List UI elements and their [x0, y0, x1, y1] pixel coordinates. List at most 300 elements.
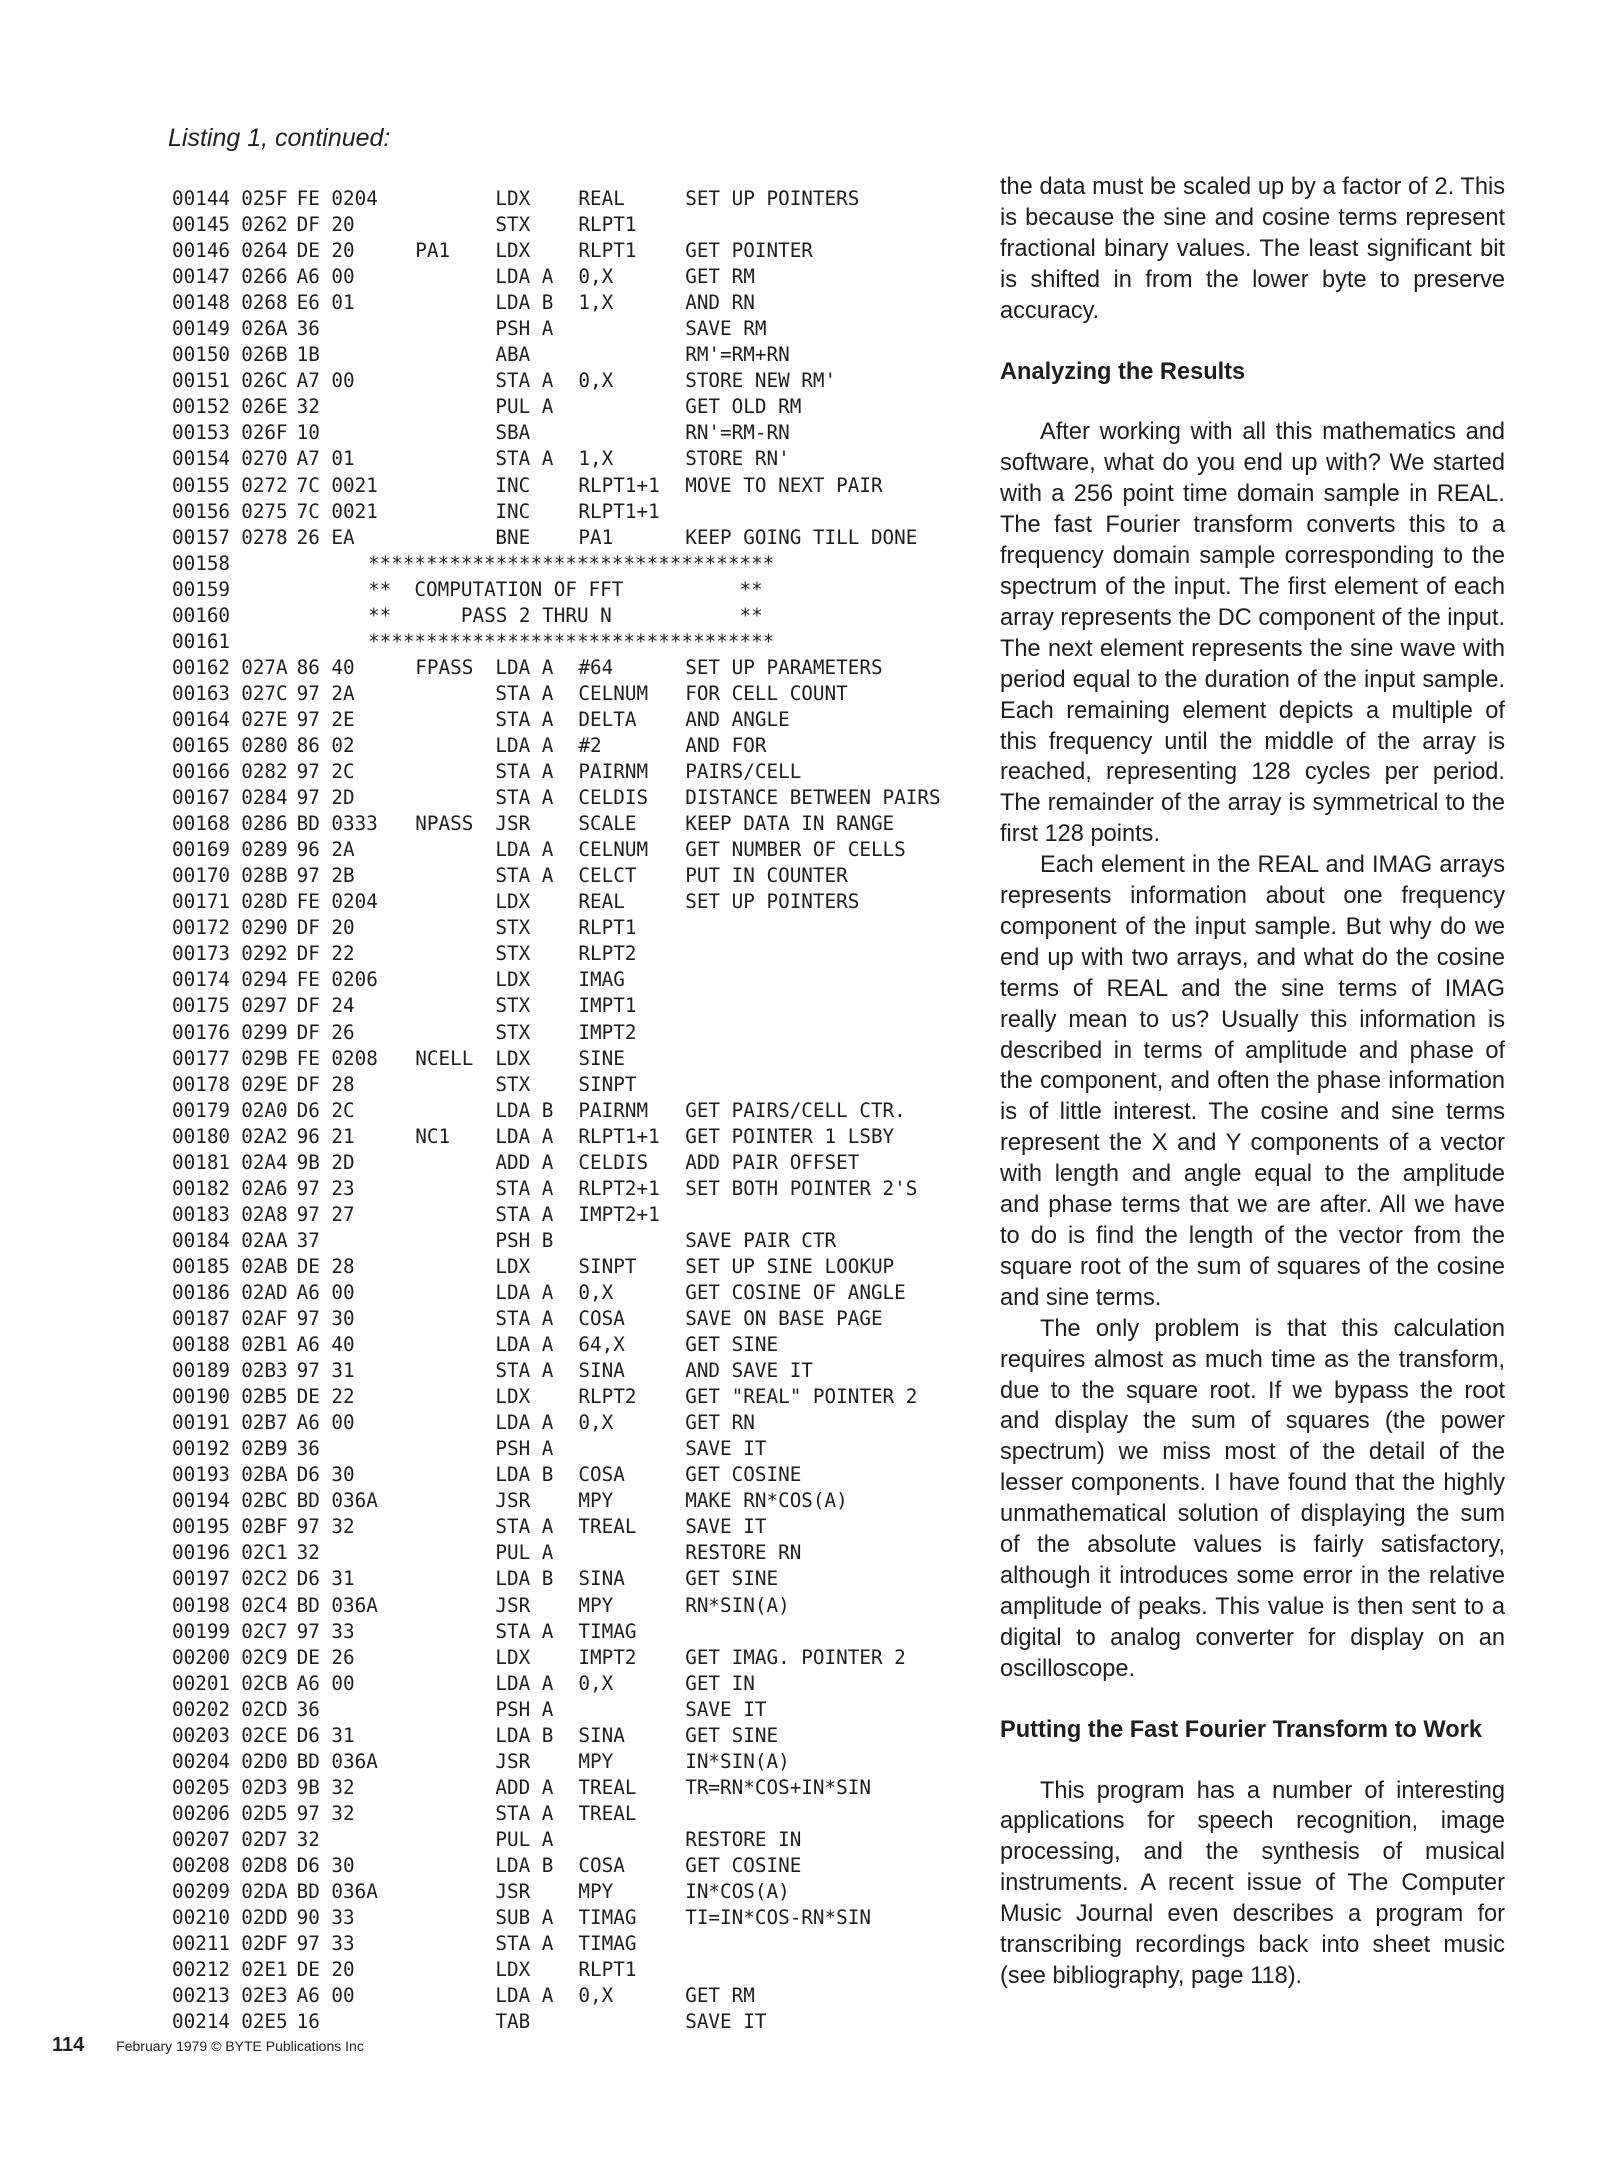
- opcode: STA A: [495, 369, 554, 393]
- line-number: 00177: [172, 1046, 231, 1070]
- label: [415, 446, 495, 472]
- opcode: PUL A: [495, 1827, 554, 1851]
- comment: SAVE IT: [685, 2010, 767, 2034]
- opcode: LDA B: [495, 1723, 554, 1747]
- listing-line: [172, 1723, 972, 1749]
- label: [415, 473, 495, 499]
- paragraph: The only problem is that this calculation requires almost as much time as the transform, due to the square root. If we bypass the root and display the sum of squares (the power spectrum) we miss most of the detail of the lesser components. I have found that the highly unmathematical solution of displaying the sum of the absolute values is fairly satisfactory, although it introduces some error in the relative amplitude of peaks. This value is then sent to a digital to analog converter for display on an oscilloscope.: [1000, 1315, 1505, 1682]
- operand: CELDIS: [578, 1150, 649, 1174]
- operand: PAIRNM: [578, 1098, 649, 1122]
- opcode: LDA A: [495, 265, 554, 289]
- listing-line: [172, 473, 972, 499]
- line-number: 00179: [172, 1098, 231, 1122]
- label: [415, 1671, 495, 1697]
- address: 0290: [241, 916, 288, 940]
- label: [415, 420, 495, 446]
- line-number: 00157: [172, 525, 231, 549]
- object-code: 7C 0021: [296, 473, 378, 497]
- object-code: 97 30: [296, 1307, 355, 1331]
- listing-line: [172, 1619, 972, 1645]
- comment: PAIRS/CELL: [685, 760, 802, 784]
- listing-line: [172, 394, 972, 420]
- address: 026A: [241, 317, 288, 341]
- line-number: 00158: [172, 551, 231, 575]
- line-number: 00195: [172, 1515, 231, 1539]
- line-number: 00148: [172, 291, 231, 315]
- opcode: JSR: [495, 1880, 531, 1904]
- label: [415, 681, 495, 707]
- object-code: 32: [296, 395, 320, 419]
- operand: COSA: [578, 1307, 625, 1331]
- comment: GET NUMBER OF CELLS: [685, 838, 906, 862]
- listing-line: [172, 342, 972, 368]
- line-number: 00180: [172, 1124, 231, 1148]
- operand: SINPT: [578, 1254, 637, 1278]
- object-code: DE 22: [296, 1385, 355, 1409]
- address: 0264: [241, 239, 288, 263]
- label: NCELL: [415, 1046, 474, 1070]
- comment: AND SAVE IT: [685, 1359, 813, 1383]
- opcode: PUL A: [495, 1541, 554, 1565]
- opcode: STA A: [495, 1801, 554, 1825]
- address: 025F: [241, 187, 288, 210]
- comment: RESTORE RN: [685, 1541, 802, 1565]
- opcode: LDA B: [495, 1854, 554, 1877]
- label: NPASS: [415, 812, 474, 836]
- comment: STORE RN': [685, 447, 790, 471]
- article-body: [1000, 172, 1505, 1992]
- line-number: 00168: [172, 812, 231, 836]
- operand: [578, 342, 685, 368]
- comment: GET POINTER: [685, 239, 813, 263]
- address: 02CE: [241, 1723, 288, 1747]
- opcode: LDX: [495, 968, 531, 992]
- comment: IN*SIN(A): [685, 1749, 790, 1773]
- opcode: LDX: [495, 1645, 531, 1669]
- comment: [685, 1202, 972, 1228]
- comment: [685, 941, 972, 967]
- address: 0297: [241, 994, 288, 1018]
- comment: KEEP DATA IN RANGE: [685, 812, 895, 836]
- comment: KEEP GOING TILL DONE: [685, 525, 918, 549]
- address: 02D3: [241, 1775, 288, 1799]
- comment: AND FOR: [685, 733, 767, 757]
- comment: GET COSINE: [685, 1854, 802, 1877]
- listing-line: [172, 915, 972, 941]
- opcode: LDA A: [495, 1411, 554, 1435]
- label: [415, 1749, 495, 1775]
- line-number: 00202: [172, 1697, 231, 1721]
- comment: SAVE IT: [685, 1697, 767, 1721]
- comment: SAVE IT: [685, 1515, 767, 1539]
- line-number: 00206: [172, 1801, 231, 1825]
- listing-line: [172, 499, 972, 525]
- comment: [685, 1801, 972, 1827]
- label: [415, 1150, 495, 1176]
- address: 0280: [241, 733, 288, 757]
- object-code: 97 2C: [296, 760, 355, 784]
- address: 026E: [241, 395, 288, 419]
- line-number: 00159: [172, 577, 231, 601]
- listing-line: [172, 1957, 972, 1983]
- line-number: 00186: [172, 1280, 231, 1304]
- operand: RLPT2: [578, 1385, 637, 1409]
- label: FPASS: [415, 655, 474, 679]
- address: 02A2: [241, 1124, 288, 1148]
- object-code: DE 20: [296, 239, 355, 263]
- line-number: 00201: [172, 1671, 231, 1695]
- object-code: 97 27: [296, 1202, 355, 1226]
- object-code: DF 26: [296, 1020, 355, 1044]
- line-number: 00146: [172, 239, 231, 263]
- object-code: A6 00: [296, 265, 355, 289]
- comment: [685, 1072, 972, 1098]
- opcode: LDA A: [495, 733, 554, 757]
- code-listing: [172, 186, 972, 2035]
- paragraph: Each element in the REAL and IMAG arrays represents information about one frequency component of the input sample. But why do we end up with two arrays, and what do the cosine terms of REAL and the sine terms of IMAG really mean to us? Usually this information is described in terms of amplitude and phase of the component, and often the phase information is of little interest. The cosine and sine terms represent the X and Y components of a vector with length and angle equal to the amplitude and phase terms that we are after. All we have to do is find the length of the vector from the square root of the sum of squares of the cosine and sine terms.: [1000, 852, 1505, 1311]
- listing-line: [172, 655, 972, 681]
- object-code: 7C 0021: [296, 499, 378, 523]
- operand: IMPT2+1: [578, 1202, 660, 1226]
- label: [415, 759, 495, 785]
- label: [415, 1384, 495, 1410]
- label: [415, 1488, 495, 1514]
- label: [415, 2009, 495, 2035]
- label: [415, 1254, 495, 1280]
- comment: TR=RN*COS+IN*SIN: [685, 1775, 871, 1799]
- comment: SET UP PARAMETERS: [685, 655, 883, 679]
- line-number: 00181: [172, 1150, 231, 1174]
- listing-line: [172, 1410, 972, 1436]
- opcode: STX: [495, 1072, 531, 1096]
- label: PA1: [415, 239, 451, 263]
- address: 02DF: [241, 1932, 288, 1956]
- label: [415, 1957, 495, 1983]
- listing-line: [172, 1124, 972, 1150]
- address: 02D7: [241, 1827, 288, 1851]
- opcode: STA A: [495, 681, 554, 705]
- address: 02AB: [241, 1254, 288, 1278]
- operand: RLPT1+1: [578, 499, 660, 523]
- opcode: BNE: [495, 525, 531, 549]
- listing-line: [172, 1306, 972, 1332]
- comment: MAKE RN*COS(A): [685, 1489, 848, 1513]
- listing-line: [172, 1254, 972, 1280]
- comment: GET RN: [685, 1411, 755, 1435]
- line-number: 00145: [172, 213, 231, 237]
- object-code: 97 33: [296, 1932, 355, 1956]
- listing-line: [172, 941, 972, 967]
- listing-line: [172, 316, 972, 342]
- operand: RLPT2: [578, 942, 637, 966]
- object-code: 97 32: [296, 1515, 355, 1539]
- address: 02E3: [241, 1984, 288, 2008]
- page-number: 114: [52, 2034, 85, 2056]
- address: 02B9: [241, 1437, 288, 1461]
- operand: TIMAG: [578, 1906, 637, 1930]
- line-number: 00183: [172, 1202, 231, 1226]
- comment: [685, 212, 972, 238]
- comment: DISTANCE BETWEEN PAIRS: [685, 786, 941, 810]
- operand: [578, 394, 685, 420]
- label: [415, 1072, 495, 1098]
- address: 0289: [241, 838, 288, 862]
- label: [415, 186, 495, 212]
- address: 02DD: [241, 1906, 288, 1930]
- line-number: 00152: [172, 395, 231, 419]
- opcode: STA A: [495, 1359, 554, 1383]
- operand: [578, 1827, 685, 1853]
- label: [415, 1905, 495, 1931]
- operand: 64,X: [578, 1333, 625, 1357]
- object-code: 36: [296, 1697, 320, 1721]
- object-code: D6 2C: [296, 1098, 355, 1122]
- opcode: LDA B: [495, 1567, 554, 1591]
- listing-line: [172, 1749, 972, 1775]
- opcode: SBA: [495, 421, 531, 445]
- listing-line: [172, 681, 972, 707]
- comment: SAVE IT: [685, 1437, 767, 1461]
- opcode: LDA A: [495, 1984, 554, 2008]
- address: 02C4: [241, 1593, 288, 1617]
- address: 027A: [241, 655, 288, 679]
- comment: TI=IN*COS-RN*SIN: [685, 1906, 871, 1930]
- comment: SAVE PAIR CTR: [685, 1228, 837, 1252]
- address: 0282: [241, 760, 288, 784]
- address: 0286: [241, 812, 288, 836]
- operand: [578, 1228, 685, 1254]
- address: 02DA: [241, 1880, 288, 1904]
- comment-banner: ***********************************: [368, 551, 775, 575]
- object-code: BD 036A: [296, 1593, 378, 1617]
- comment: ADD PAIR OFFSET: [685, 1150, 860, 1174]
- line-number: 00207: [172, 1827, 231, 1851]
- opcode: STA A: [495, 1932, 554, 1956]
- opcode: INC: [495, 473, 531, 497]
- line-number: 00144: [172, 187, 231, 210]
- listing-line: [172, 238, 972, 264]
- section-heading: Analyzing the Results: [1000, 358, 1246, 385]
- opcode: STA A: [495, 1307, 554, 1331]
- label: [415, 1723, 495, 1749]
- object-code: 97 32: [296, 1801, 355, 1825]
- line-number: 00214: [172, 2010, 231, 2034]
- comment: GET COSINE: [685, 1463, 802, 1487]
- opcode: STA A: [495, 760, 554, 784]
- line-number: 00163: [172, 681, 231, 705]
- line-number: 00204: [172, 1749, 231, 1773]
- listing-line: [172, 1332, 972, 1358]
- listing-line: [172, 733, 972, 759]
- operand: RLPT1: [578, 239, 637, 263]
- object-code: 32: [296, 1827, 320, 1851]
- comment-banner: ***********************************: [368, 629, 775, 653]
- listing-line: [172, 1150, 972, 1176]
- object-code: 96 21: [296, 1124, 355, 1148]
- address: 02AD: [241, 1280, 288, 1304]
- object-code: 86 40: [296, 655, 355, 679]
- object-code: 9B 32: [296, 1775, 355, 1799]
- opcode: STX: [495, 1020, 531, 1044]
- line-number: 00213: [172, 1984, 231, 2008]
- label: [415, 863, 495, 889]
- label: [415, 1619, 495, 1645]
- line-number: 00164: [172, 707, 231, 731]
- object-code: A6 40: [296, 1333, 355, 1357]
- object-code: 97 31: [296, 1359, 355, 1383]
- opcode: STX: [495, 942, 531, 966]
- comment: GET IN: [685, 1671, 755, 1695]
- line-number: 00149: [172, 317, 231, 341]
- label: [415, 1983, 495, 2009]
- listing-line: [172, 1879, 972, 1905]
- line-number: 00211: [172, 1932, 231, 1956]
- listing-line: [172, 1072, 972, 1098]
- address: 02A6: [241, 1176, 288, 1200]
- address: 02BF: [241, 1515, 288, 1539]
- line-number: 00190: [172, 1385, 231, 1409]
- comment: [685, 1931, 972, 1957]
- line-number: 00174: [172, 968, 231, 992]
- operand: IMAG: [578, 968, 625, 992]
- operand: [578, 420, 685, 446]
- operand: TREAL: [578, 1515, 637, 1539]
- address: 0284: [241, 786, 288, 810]
- label: [415, 394, 495, 420]
- object-code: FE 0206: [296, 968, 378, 992]
- object-code: 97 2B: [296, 864, 355, 888]
- address: 026B: [241, 343, 288, 367]
- line-number: 00151: [172, 369, 231, 393]
- line-number: 00194: [172, 1489, 231, 1513]
- opcode: JSR: [495, 1489, 531, 1513]
- opcode: TAB: [495, 2010, 531, 2034]
- comment: [685, 1957, 972, 1983]
- label: [415, 1306, 495, 1332]
- object-code: 36: [296, 317, 320, 341]
- object-code: 37: [296, 1228, 320, 1252]
- opcode: LDA B: [495, 1098, 554, 1122]
- line-number: 00199: [172, 1619, 231, 1643]
- address: 028B: [241, 864, 288, 888]
- line-number: 00197: [172, 1567, 231, 1591]
- opcode: STA A: [495, 447, 554, 471]
- object-code: 97 2A: [296, 681, 355, 705]
- listing-line: [172, 759, 972, 785]
- listing-line: [172, 1358, 972, 1384]
- operand: RLPT1+1: [578, 1124, 660, 1148]
- operand: PA1: [578, 525, 614, 549]
- object-code: D6 31: [296, 1567, 355, 1591]
- operand: 0,X: [578, 265, 614, 289]
- operand: [578, 316, 685, 342]
- operand: RLPT1: [578, 1958, 637, 1982]
- label: [415, 1593, 495, 1619]
- comment: GET SINE: [685, 1723, 779, 1747]
- address: 02D0: [241, 1749, 288, 1773]
- object-code: DF 22: [296, 942, 355, 966]
- label: [415, 993, 495, 1019]
- object-code: DF 20: [296, 213, 355, 237]
- operand: RLPT1: [578, 916, 637, 940]
- opcode: ADD A: [495, 1150, 554, 1174]
- operand: 0,X: [578, 1411, 614, 1435]
- comment: STORE NEW RM': [685, 369, 837, 393]
- line-number: 00198: [172, 1593, 231, 1617]
- line-number: 00187: [172, 1307, 231, 1331]
- operand: MPY: [578, 1593, 614, 1617]
- line-number: 00203: [172, 1723, 231, 1747]
- listing-line: [172, 889, 972, 915]
- paragraph: This program has a number of interesting applications for speech recognition, image processing, and the synthesis of musical instruments. A recent issue of The Computer Music Journal even describes a program for transcribing recordings back into sheet music (see bibliography, page 118).: [1000, 1777, 1505, 1989]
- label: [415, 316, 495, 342]
- operand: SINPT: [578, 1072, 637, 1096]
- opcode: LDX: [495, 1958, 531, 1982]
- label: [415, 525, 495, 551]
- listing-line: [172, 629, 972, 655]
- listing-line: [172, 1462, 972, 1488]
- listing-line: [172, 1827, 972, 1853]
- label: [415, 1801, 495, 1827]
- object-code: E6 01: [296, 291, 355, 315]
- listing-line: [172, 186, 972, 212]
- listing-line: [172, 1202, 972, 1228]
- address: 02A8: [241, 1202, 288, 1226]
- operand: REAL: [578, 187, 625, 210]
- label: [415, 1228, 495, 1254]
- label: [415, 499, 495, 525]
- comment: IN*COS(A): [685, 1880, 790, 1904]
- line-number: 00172: [172, 916, 231, 940]
- line-number: 00185: [172, 1254, 231, 1278]
- object-code: BD 036A: [296, 1489, 378, 1513]
- address: 02E1: [241, 1958, 288, 1982]
- object-code: DE 28: [296, 1254, 355, 1278]
- object-code: 90 33: [296, 1906, 355, 1930]
- comment: [685, 1020, 972, 1046]
- line-number: 00165: [172, 733, 231, 757]
- label: [415, 1931, 495, 1957]
- object-code: 36: [296, 1437, 320, 1461]
- label: [415, 368, 495, 394]
- listing-line: [172, 1176, 972, 1202]
- address: 0294: [241, 968, 288, 992]
- label: [415, 1020, 495, 1046]
- operand: 1,X: [578, 291, 614, 315]
- operand: [578, 1540, 685, 1566]
- comment-banner: ** PASS 2 THRU N **: [368, 603, 763, 627]
- line-number: 00212: [172, 1958, 231, 1982]
- comment: SET UP POINTERS: [685, 187, 860, 210]
- label: [415, 889, 495, 915]
- label: [415, 1514, 495, 1540]
- comment: [685, 1619, 972, 1645]
- opcode: ABA: [495, 343, 531, 367]
- address: 02A0: [241, 1098, 288, 1122]
- address: 0299: [241, 1020, 288, 1044]
- listing-line: [172, 1436, 972, 1462]
- line-number: 00167: [172, 786, 231, 810]
- operand: SINA: [578, 1359, 625, 1383]
- address: 02BA: [241, 1463, 288, 1487]
- opcode: INC: [495, 499, 531, 523]
- address: 02A4: [241, 1150, 288, 1174]
- object-code: DF 28: [296, 1072, 355, 1096]
- address: 02BC: [241, 1489, 288, 1513]
- listing-line: [172, 1228, 972, 1254]
- opcode: PSH A: [495, 1697, 554, 1721]
- opcode: STA A: [495, 1176, 554, 1200]
